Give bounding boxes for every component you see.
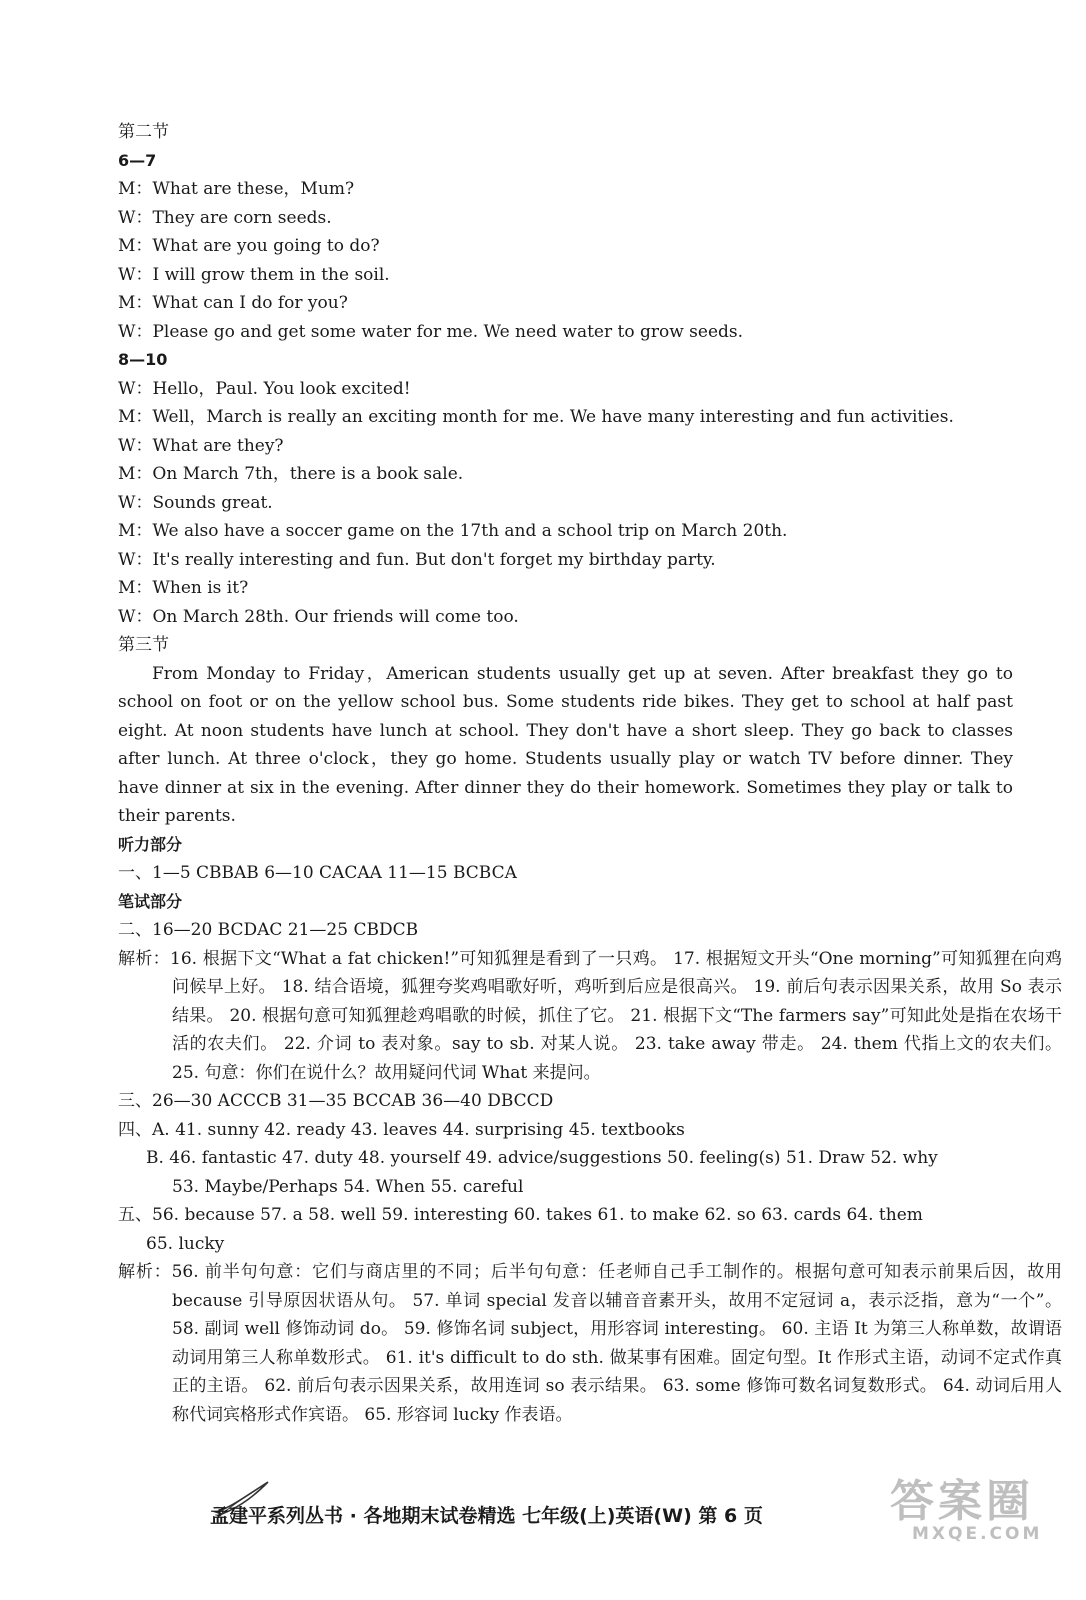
dialogue2-line: W：Sounds great.	[118, 492, 273, 513]
page-footer: 孟建平系列丛书 · 各地期末试卷精选 七年级(上)英语(W) 第 6 页	[210, 1505, 763, 1527]
part3-heading: 第三节	[118, 635, 169, 655]
answers-section-4b-line2: 53. Maybe/Perhaps 54. When 55. careful	[172, 1176, 524, 1197]
dialogue2-heading: 8—10	[118, 350, 168, 369]
dialogue2-line: M：Well，March is really an exciting month for me. We have many interesting and fun activities.	[118, 407, 954, 427]
dialogue1-line: M：What can I do for you?	[118, 293, 348, 313]
answers-section-3: 三、26—30 ACCCB 31—35 BCCAB 36—40 DBCCD	[118, 1091, 554, 1111]
dialogue1-line: M：What are these，Mum?	[118, 179, 355, 199]
answers-section-5-line2: 65. lucky	[146, 1233, 225, 1254]
answers-section-2: 二、16—20 BCDAC 21—25 CBDCB	[118, 920, 419, 940]
answers-section-1: 一、1—5 CBBAB 6—10 CACAA 11—15 BCBCA	[118, 863, 517, 883]
dialogue2-line: M：We also have a soccer game on the 17th and a school trip on March 20th.	[118, 521, 788, 541]
explanation-16-25: 解析：16. 根据下文“What a fat chicken!”可知狐狸是看到了一只鸡。 17. 根据短文开头“One morning”可知狐狸在向鸡问候早上好。 18. 结合语境，狐狸夸奖鸡唱歌好听，鸡听到后应是很高兴。 19. 前后句表示因果关系，故用 So 表示结果。 20. 根据句意可知狐狸趁鸡唱歌的时候，抓住了它。 21. 根据下文“The farmers say”可知此处是指在农场干活的农夫们。 22. 介词 to 表对象。say to sb. 对某人说。 23. take away 带走。 24. them 代指上文的农夫们。 25. 句意：你们在说什么？故用疑问代词 What 来提问。	[118, 948, 1062, 1083]
dialogue1-line: W：They are corn seeds.	[118, 207, 332, 228]
answers-section-4a: 四、A. 41. sunny 42. ready 43. leaves 44. surprising 45. textbooks	[118, 1119, 685, 1140]
site-watermark	[890, 1476, 1043, 1548]
answers-section-4b-line1: B. 46. fantastic 47. duty 48. yourself 49. advice/suggestions 50. feeling(s) 51. Draw 52. why	[146, 1148, 938, 1168]
explanation-56-65: 解析：56. 前半句句意：它们与商店里的不同；后半句句意：任老师自己手工制作的。根据句意可知表示前果后因，故用 because 引导原因状语从句。 57. 单词 special 发音以辅音音素开头，故用不定冠词 a，表示泛指，意为“一个”。 58. 副词 well 修饰动词 do。 59. 修饰名词 subject，用形容词 interesting。 60. 主语 It 为第三人称单数，故谓语动词用第三人称单数形式。 61. it's difficult to do sth. 做某事有困难。固定句型。It 作形式主语，动词不定式作真正的主语。 62. 前后句表示因果关系，故用连词 so 表示结果。 63. some 修饰可数名词复数形式。 64. 动词后用人称代词宾格形式作宾语。 65. 形容词 lucky 作表语。	[118, 1262, 1062, 1425]
answer-page	[118, 118, 1062, 1429]
watermark-logo-text: 答案圈	[890, 1476, 1034, 1527]
dialogue2-line: W：It's really interesting and fun. But don't forget my birthday party.	[118, 549, 716, 570]
part2-heading: 第二节	[118, 122, 169, 142]
written-section-title: 笔试部分	[118, 891, 183, 911]
watermark-url: MXQE.COM	[912, 1523, 1043, 1544]
dialogue1-heading: 6—7	[118, 150, 157, 170]
dialogue2-line: M：On March 7th，there is a book sale.	[118, 464, 464, 484]
answers-section-5-line1: 五、56. because 57. a 58. well 59. interesting 60. takes 61. to make 62. so 63. cards 64. them	[118, 1205, 923, 1225]
dialogue1-line: M：What are you going to do?	[118, 236, 380, 256]
dialogue2-line: W：Hello，Paul. You look excited!	[118, 378, 411, 399]
dialogue2-line: W：On March 28th. Our friends will come too.	[118, 606, 519, 627]
dialogue1-line: W：I will grow them in the soil.	[118, 264, 390, 285]
dialogue1-line: W：Please go and get some water for me. We need water to grow seeds.	[118, 321, 744, 342]
listening-section-title: 听力部分	[118, 834, 183, 854]
dialogue2-line: W：What are they?	[118, 435, 284, 456]
listening-passage: From Monday to Friday，American students usually get up at seven. After breakfast they go to school on foot or on the yellow school bus. Some students ride bikes. They get to school at half past eight. At noon students have lunch at school. They don't have a short sleep. They go back to classes after lunch. At three o'clock，they go home. Students usually play or watch TV before dinner. They have dinner at six in the evening. After dinner they do their homework. Sometimes they play or talk to their parents.	[118, 663, 1013, 826]
dialogue2-line: M：When is it?	[118, 578, 249, 598]
